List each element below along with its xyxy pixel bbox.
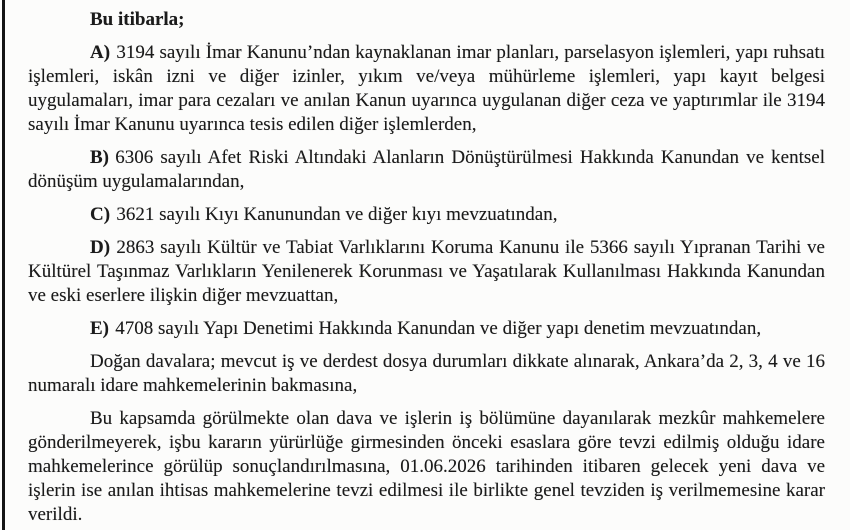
- paragraph-b: [28, 146, 825, 194]
- paragraph-e-label: E): [90, 318, 109, 339]
- paragraph-d-text: 2863 sayılı Kültür ve Tabiat Varlıklarını Koruma Kanunu ile 5366 sayılı Yıpranan Tarihi ve Kültürel Taşınmaz Varlıkların Yenilenerek Korunması ve Yaşatılarak Kullanılması Hakkında Kanundan ve eski eserlere ilişkin diğer mevzuattan,: [28, 237, 825, 306]
- paragraph-a: [28, 41, 825, 137]
- paragraph-b-text: 6306 sayılı Afet Riski Altındaki Alanların Dönüştürülmesi Hakkında Kanundan ve kentsel dönüşüm uygulamalarından,: [28, 147, 825, 192]
- paragraph-court-assignment-text: Doğan davalara; mevcut iş ve derdest dosya durumları dikkate alınarak, Ankara’da 2, 3, 4 ve 16 numaralı idare mahkemelerinin bakmasına,: [28, 351, 825, 396]
- paragraph-b-label: B): [90, 147, 109, 168]
- document-heading: Bu itibarla;: [90, 9, 185, 30]
- paragraph-c-label: C): [90, 204, 111, 225]
- paragraph-a-label: A): [90, 42, 111, 63]
- paragraph-c-text: 3621 sayılı Kıyı Kanunundan ve diğer kıyı mevzuatından,: [116, 204, 558, 225]
- paragraph-a-text: 3194 sayılı İmar Kanunu’ndan kaynaklanan imar planları, parselasyon işlemleri, yapı ruhsatı işlemleri, iskân izni ve diğer izinler, yıkım ve/veya mühürleme işlemleri, yapı kayıt belgesi uygulamaları, imar para cezaları ve anılan Kanun uyarınca uygulanan diğer ceza ve yaptırımlar ile 3194 sayılı İmar Kanunu uyarınca tesis edilen diğer işlemlerden,: [28, 42, 825, 135]
- paragraph-d-label: D): [90, 237, 111, 258]
- paragraph-court-assignment: [28, 350, 825, 398]
- paragraph-c: [28, 203, 825, 227]
- paragraph-final-decision-text: Bu kapsamda görülmekte olan dava ve işlerin iş bölümüne dayanılarak mezkûr mahkemelere gönderilmeyerek, işbu kararın yürürlüğe girmesinden önceki esaslara göre tevzi edilmiş olduğu idare mahkemelerince görülüp sonuçlandırılmasına, 01.06.2026 tarihinden itibaren gelecek yeni dava ve işlerin ise anılan ihtisas mahkemelerine tevzi edilmesi ile birlikte genel tevziden iş verilmemesine karar verildi.: [28, 408, 825, 525]
- paragraph-e-text: 4708 sayılı Yapı Denetimi Hakkında Kanundan ve diğer yapı denetim mevzuatından,: [115, 318, 762, 339]
- paragraph-d: [28, 236, 825, 308]
- paragraph-e: [28, 317, 825, 341]
- paragraph-final-decision: [28, 407, 825, 527]
